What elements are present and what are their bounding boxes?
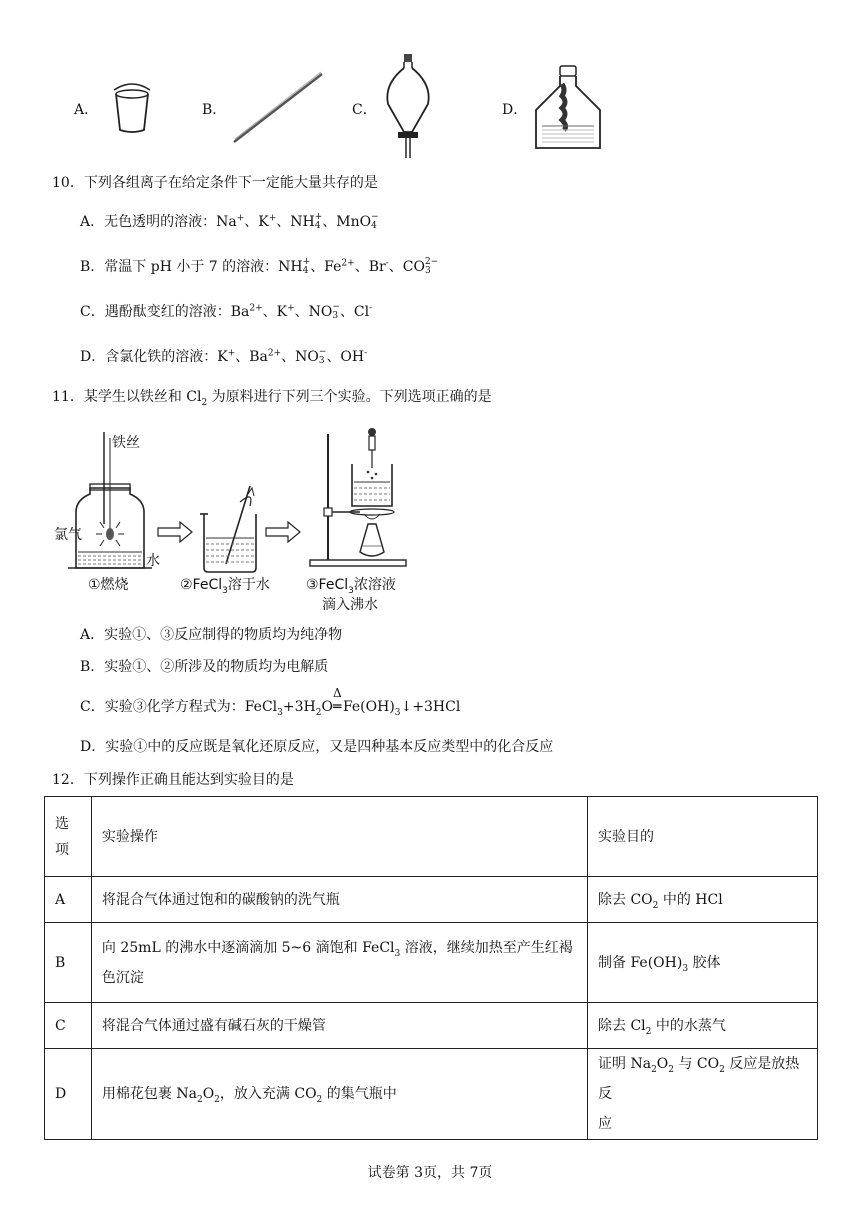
q10-option-b[interactable]: B．常温下 pH 小于 7 的溶液：NH + 4 、$Fe^{2+}$、Br-、CO 2− 3 [80, 257, 439, 276]
row-goal: 除去 $CO_2$ 中的 HCl [588, 877, 818, 923]
q9-option-b-label: B． [202, 102, 227, 118]
figure-caption-3-line2: 滴入沸水 [322, 597, 378, 613]
table-header-row [45, 797, 818, 877]
separatory-funnel-icon [380, 54, 436, 162]
table-row [45, 923, 818, 1003]
q11-option-a[interactable]: A．实验①、③反应制得的物质均为纯净物 [80, 627, 343, 643]
q11-option-c[interactable]: C．实验③化学方程式为：$FeCl_3+3H_2O$ Δ ═ $Fe(OH)_3↓+3HCl$ [80, 686, 461, 718]
row-operation: 用棉花包裹 $Na_2O_2$，放入充满 $CO_2$ 的集气瓶中 [91, 1049, 587, 1140]
experiment-figure [54, 428, 414, 618]
row-option: D [45, 1049, 92, 1140]
table-row [45, 877, 818, 923]
q9-option-d-label: D． [502, 102, 528, 118]
figure-caption-1: ①燃烧 [88, 577, 129, 593]
row-goal: 制备 $Fe(OH)_3$ 胶体 [588, 923, 818, 1003]
header-goal: 实验目的 [588, 797, 818, 877]
row-operation: 向 25mL 的沸水中逐滴滴加 5~6 滴饱和 FeCl$_3$ 溶液，继续加热至产生红褐 色沉淀 [91, 923, 587, 1003]
q9-option-a-label: A． [74, 102, 99, 118]
q11-option-b[interactable]: B．实验①、②所涉及的物质均为电解质 [80, 659, 329, 675]
page-footer: 试卷第 3页，共 7页 [367, 1165, 493, 1181]
delta-symbol: Δ [332, 686, 342, 700]
table-row [45, 1003, 818, 1049]
row-operation: 将混合气体通过盛有碱石灰的干燥管 [91, 1003, 587, 1049]
q12-stem: 12．下列操作正确且能达到实验目的是 [52, 772, 294, 788]
q10-option-d[interactable]: D．含氯化铁的溶液：K+、$Ba^{2+}$、NO − 3 、OH- [80, 347, 368, 366]
figure-label-wire: 铁丝 [112, 435, 140, 451]
row-goal: 除去 $Cl_2$ 中的水蒸气 [588, 1003, 818, 1049]
figure-label-gas: 氯气 [54, 527, 82, 543]
q11-option-d[interactable]: D．实验①中的反应既是氧化还原反应，又是四种基本反应类型中的化合反应 [80, 739, 554, 755]
glass-rod-icon [232, 72, 326, 144]
header-option: 选 项 [45, 797, 92, 877]
figure-caption-2: ②FeCl$_3$溶于水 [180, 577, 270, 596]
gas-bottle-icon [532, 64, 604, 152]
figure-label-water: 水 [146, 553, 160, 569]
row-option: A [45, 877, 92, 923]
bucket-icon [108, 80, 156, 136]
row-operation: 将混合气体通过饱和的碳酸钠的洗气瓶 [91, 877, 587, 923]
experiment-table [44, 796, 818, 1140]
figure-caption-3: ③FeCl$_3$浓溶液 [306, 577, 396, 596]
row-option: B [45, 923, 92, 1003]
table-row [45, 1049, 818, 1140]
q10-stem: 10．下列各组离子在给定条件下一定能大量共存的是 [52, 175, 378, 191]
row-goal: 证明 $Na_2O_2$ 与 $CO_2$ 反应是放热反 应 [588, 1049, 818, 1140]
row-option: C [45, 1003, 92, 1049]
equals-sign: ═ [332, 699, 342, 715]
q10-option-c[interactable]: C．遇酚酞变红的溶液：$Ba^{2+}$、K+、NO − 3 、Cl- [80, 302, 373, 321]
q9-option-c-label: C． [352, 102, 377, 118]
q10-option-a[interactable]: A．无色透明的溶液：Na+、K+、NH + 4 、MnO − 4 [80, 212, 379, 231]
q11-stem: 11．某学生以铁丝和 $Cl_2$ 为原料进行下列三个实验。下列选项正确的是 [52, 389, 492, 408]
header-operation: 实验操作 [91, 797, 587, 877]
